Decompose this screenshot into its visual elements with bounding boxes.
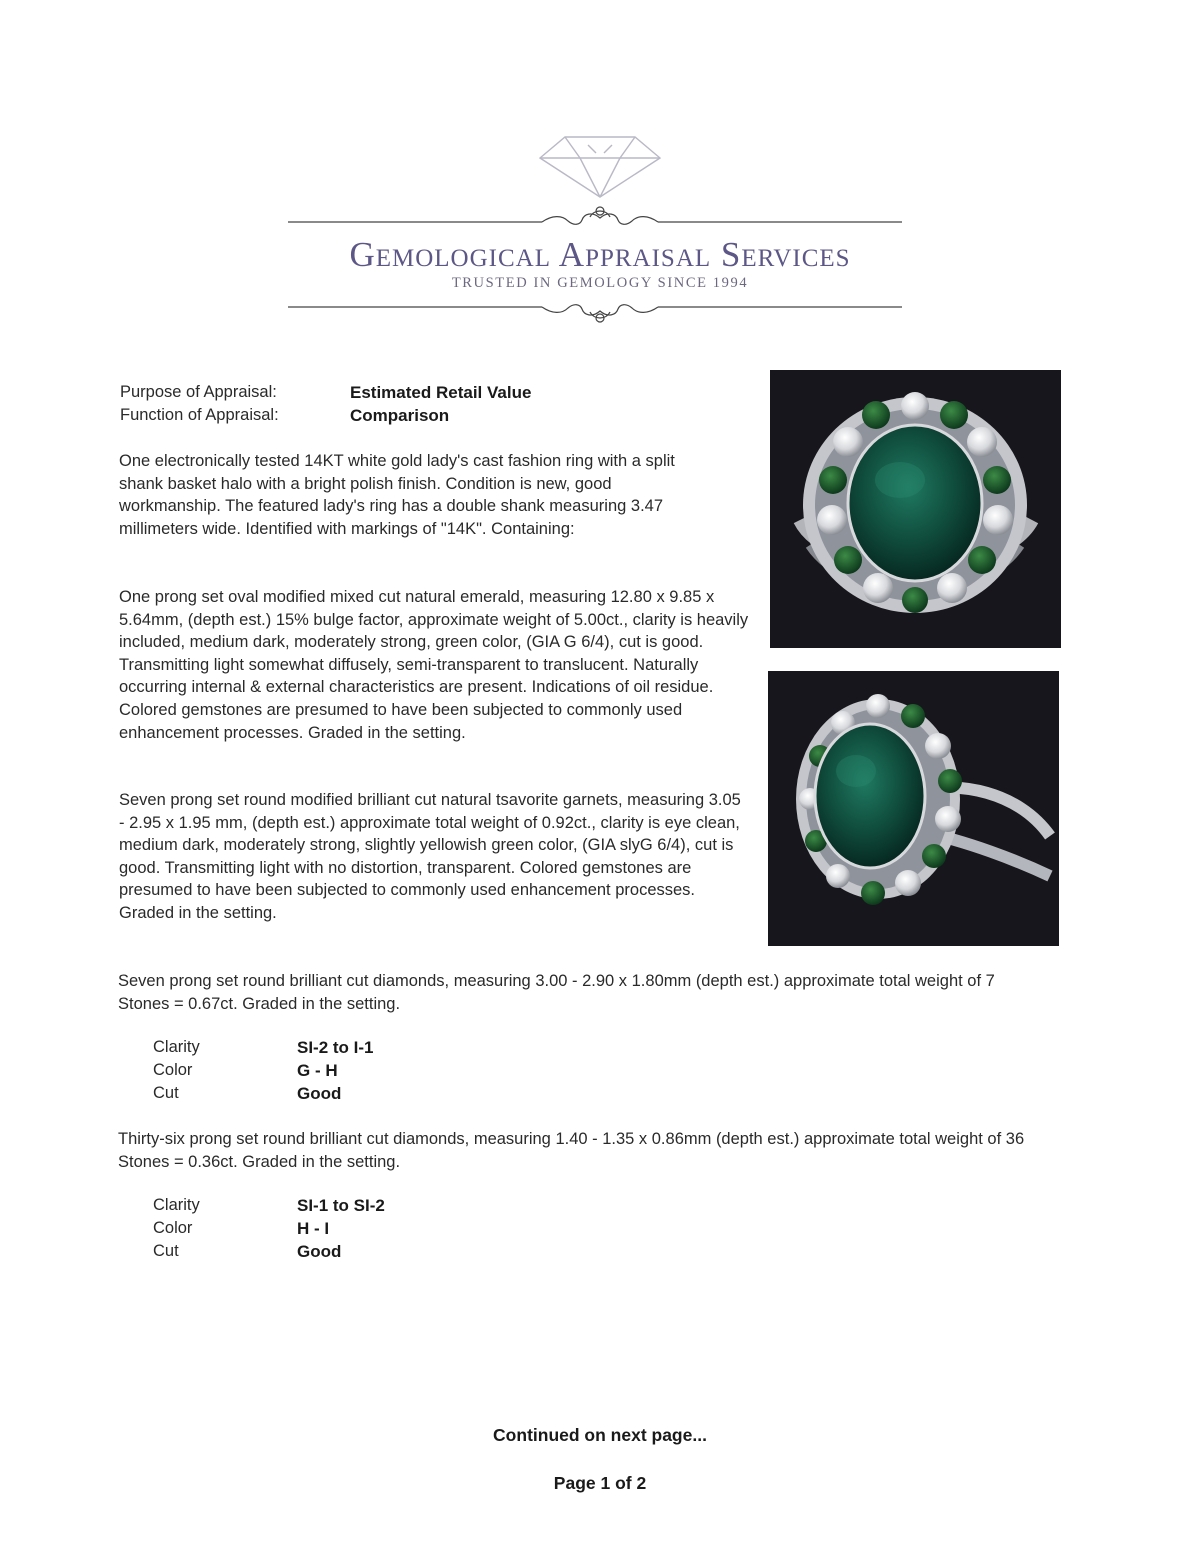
top-flourish-divider: [288, 207, 902, 224]
ring-side-image: [768, 671, 1059, 946]
purpose-row: [120, 381, 680, 404]
page-number: Page 1 of 2: [553, 1473, 647, 1493]
grades-7-table: [153, 1036, 374, 1105]
ring-photo-side: [768, 671, 1059, 946]
cut-value: Good: [297, 1242, 342, 1261]
ring-description: One electronically tested 14KT white gold lady's cast fashion ring with a split shank basket halo with a bright polish finish. Condition is new, good workmanship. The featured lady's ring has a double shank measuring 3.47 millimeters wide. Identified with markings of "14K". Containing:: [119, 452, 675, 538]
cut-value: Good: [297, 1084, 342, 1103]
ring-front-image: [770, 370, 1061, 648]
grade-row: [153, 1240, 385, 1263]
function-row: [120, 404, 680, 427]
brand-name: Gemological Appraisal Services: [349, 235, 851, 274]
ring-photo-front: [770, 370, 1061, 648]
diamond-icon: [540, 137, 660, 197]
grades-36-table: [153, 1194, 385, 1263]
color-value: G - H: [297, 1061, 338, 1080]
diamonds-7-description: Seven prong set round brilliant cut diamonds, measuring 3.00 - 2.90 x 1.80mm (depth est.) approximate total weight of 7 Stones = 0.67ct. Graded in the setting.: [118, 972, 995, 1013]
color-value: H - I: [297, 1219, 330, 1238]
garnet-description: Seven prong set round modified brilliant cut natural tsavorite garnets, measuring 3.05 - 2.95 x 1.95 mm, (depth est.) approximate total weight of 0.92ct., clarity is eye clean, medium dark, moderately strong, slightly yellowish green color, (GIA slyG 6/4), cut is good. Transmitting light with no distortion, transparent. Colored gemstones are presumed to have been subjected to commonly used enhancement processes. Graded in the setting.: [119, 791, 741, 922]
grade-row: [153, 1036, 374, 1059]
grade-row: [153, 1059, 374, 1082]
clarity-label: Clarity: [153, 1038, 200, 1056]
company-logo: [280, 125, 920, 350]
header-fields: [120, 381, 680, 427]
grade-row: [153, 1082, 374, 1105]
clarity-value: SI-1 to SI-2: [297, 1196, 385, 1215]
purpose-label: Purpose of Appraisal:: [120, 383, 277, 401]
cut-label: Cut: [153, 1084, 179, 1102]
continued-note: Continued on next page...: [493, 1425, 707, 1445]
brand-tagline: TRUSTED IN GEMOLOGY SINCE 1994: [451, 275, 749, 291]
grade-row: [153, 1194, 385, 1217]
clarity-value: SI-2 to I-1: [297, 1038, 374, 1057]
cut-label: Cut: [153, 1242, 179, 1260]
emerald-description: One prong set oval modified mixed cut natural emerald, measuring 12.80 x 9.85 x 5.64mm, (depth est.) 15% bulge factor, approximate weight of 5.00ct., clarity is heavily included, medium dark, moderately strong, green color, (GIA G 6/4), cut is good. Transmitting light somewhat diffusely, semi-transparent to translucent. Naturally occurring internal & external characteristics are present. Indications of oil residue. Colored gemstones are presumed to have been subjected to commonly used enhancement processes. Graded in the setting.: [119, 588, 749, 742]
function-label: Function of Appraisal:: [120, 406, 279, 424]
color-label: Color: [153, 1061, 193, 1079]
diamonds-36-description: Thirty-six prong set round brilliant cut diamonds, measuring 1.40 - 1.35 x 0.86mm (depth est.) approximate total weight of 36 Stones = 0.36ct. Graded in the setting.: [118, 1130, 1025, 1171]
function-value: Comparison: [350, 406, 450, 425]
bottom-flourish-divider: [288, 305, 902, 322]
clarity-label: Clarity: [153, 1196, 200, 1214]
purpose-value: Estimated Retail Value: [350, 383, 532, 402]
color-label: Color: [153, 1219, 193, 1237]
grade-row: [153, 1217, 385, 1240]
